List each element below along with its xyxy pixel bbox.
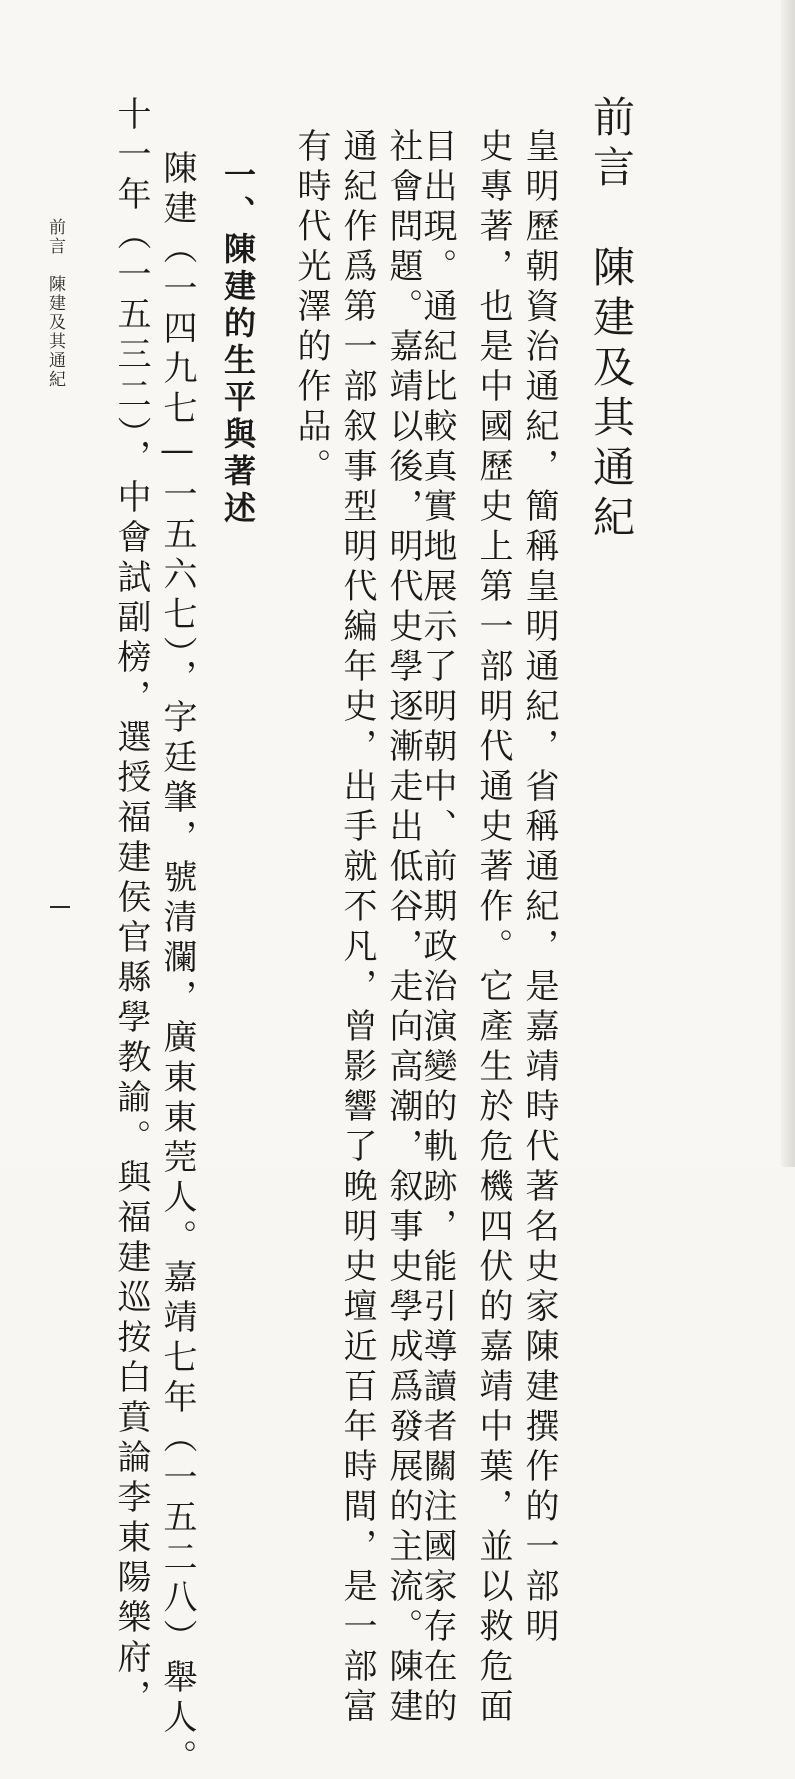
section1-line-2: 十一年（一五三二），中會試副榜，選授福建侯官縣學教諭。與福建巡按白賁論李東陽樂府， (111, 96, 151, 1719)
page-number-mark (50, 906, 70, 908)
paragraph1-line-1: 皇明歷朝資治通紀，簡稱皇明通紀，省稱通紀，是嘉靖時代著名史家陳建撰作的一部明 (519, 128, 559, 1648)
section1-line-1: 陳建（一四九七—一五六七），字廷肇，號清瀾，廣東東莞人。嘉靖七年（一五二八）舉人。 (157, 150, 197, 1779)
paragraph1-line-3: 目出現。通紀比較真實地展示了明朝中、前期政治演變的軌跡，能引導讀者關注國家存在的 (417, 128, 457, 1728)
page-title: 前言 陳建及其通紀 (587, 95, 636, 545)
paragraph1-line-4: 社會問題。嘉靖以後，明代史學逐漸走出低谷，走向高潮，叙事史學成爲發展的主流。陳建 (383, 128, 423, 1728)
running-header: 前言 陳建及其通紀 (45, 218, 65, 389)
page-edge-shadow (781, 0, 795, 1167)
section-heading: 一、陳建的生平與著述 (219, 158, 257, 528)
paragraph1-line-5: 通紀作爲第一部叙事型明代編年史，出手就不凡，曾影響了晚明史壇近百年時間，是一部富 (337, 128, 377, 1728)
paragraph1-line-2: 史專著，也是中國歷史上第一部明代通史著作。它產生於危機四伏的嘉靖中葉，並以救危面 (473, 128, 513, 1728)
paragraph1-line-6: 有時代光澤的作品。 (291, 128, 331, 488)
